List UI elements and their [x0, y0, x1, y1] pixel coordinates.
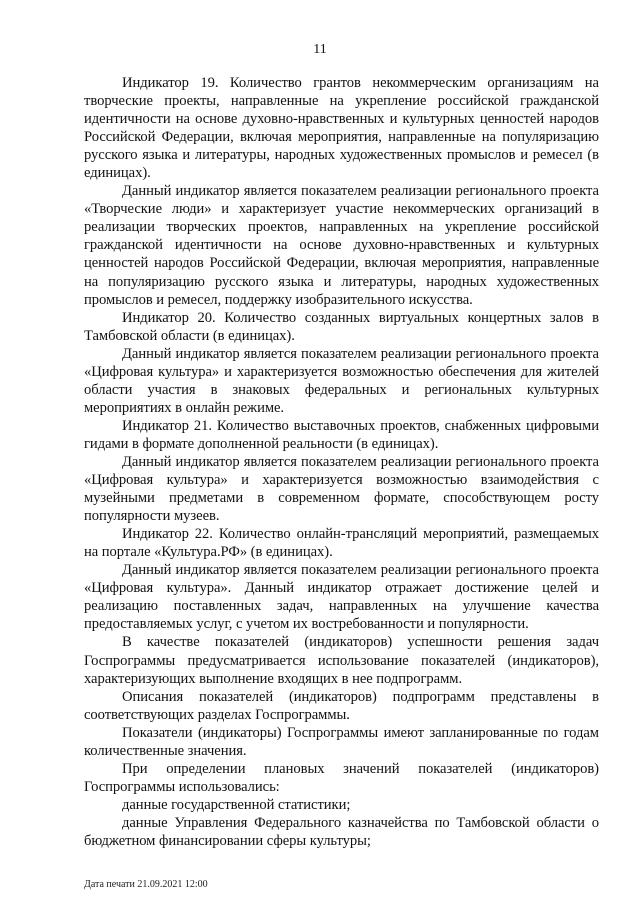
- print-date-footer: Дата печати 21.09.2021 12:00: [84, 879, 208, 890]
- page-number: 11: [313, 42, 327, 57]
- document-body: [84, 74, 599, 850]
- paragraph-indicator-19-description: Данный индикатор является показателем реализации регионального проекта «Творческие люди» и характеризует участие некоммерческих организаций в реализации творческих проектов, направленных на укрепление российской гражданской идентичности на основе духовно-нравственных и культурных ценностей народов Российской Федерации, включая мероприятия, направленные на популяризацию русского языка и литературы, народных художественных промыслов и ремесел, поддержку изобразительного искусства.: [84, 183, 599, 308]
- paragraph-indicator-19: Индикатор 19. Количество грантов некоммерческим организациям на творческие проекты, направленные на укрепление российской гражданской идентичности на основе духовно-нравственных и культурных ценностей народов Российской Федерации, включая мероприятия, направленные на популяризацию русского языка и литературы, народных художественных промыслов и ремесел (в единицах).: [84, 75, 599, 182]
- paragraph-indicator-20-description: Данный индикатор является показателем реализации регионального проекта «Цифровая культура» и характеризуется возможностью обеспечения для жителей области участия в знаковых федеральных и региональных культурных мероприятиях в онлайн режиме.: [84, 345, 599, 416]
- paragraph-planned-values: Показатели (индикаторы) Госпрограммы имеют запланированные по годам количественные значения.: [84, 724, 599, 759]
- paragraph-source-treasury: данные Управления Федерального казначейства по Тамбовской области о бюджетном финансировании сферы культуры;: [84, 814, 599, 849]
- paragraph-indicator-22: Индикатор 22. Количество онлайн-трансляций мероприятий, размещаемых на портале «Культура.РФ» (в единицах).: [84, 526, 599, 561]
- paragraph-indicator-20: Индикатор 20. Количество созданных виртуальных концертных залов в Тамбовской области (в единицах).: [84, 309, 599, 344]
- paragraph-indicator-22-description: Данный индикатор является показателем реализации регионального проекта «Цифровая культура». Данный индикатор отражает достижение целей и реализацию поставленных задач, направленных на улучшение качества предоставляемых услуг, с учетом их востребованности и популярности.: [84, 562, 599, 633]
- paragraph-indicator-21-description: Данный индикатор является показателем реализации регионального проекта «Цифровая культура» и характеризуется возможностью взаимодействия с музейными предметами в современном формате, способствующем росту популярности музеев.: [84, 453, 599, 525]
- paragraph-success-indicators: В качестве показателей (индикаторов) успешности решения задач Госпрограммы предусматривается использование показателей (индикаторов), характеризующих выполнение входящих в нее подпрограмм.: [84, 634, 599, 687]
- paragraph-indicator-21: Индикатор 21. Количество выставочных проектов, снабженных цифровыми гидами в формате дополненной реальности (в единицах).: [84, 417, 599, 452]
- paragraph-subprogram-descriptions: Описания показателей (индикаторов) подпрограмм представлены в соответствующих разделах Госпрограммы.: [84, 688, 599, 723]
- paragraph-source-statistics: данные государственной статистики;: [122, 796, 351, 813]
- paragraph-sources-intro: При определении плановых значений показателей (индикаторов) Госпрограммы использовались:: [84, 760, 599, 795]
